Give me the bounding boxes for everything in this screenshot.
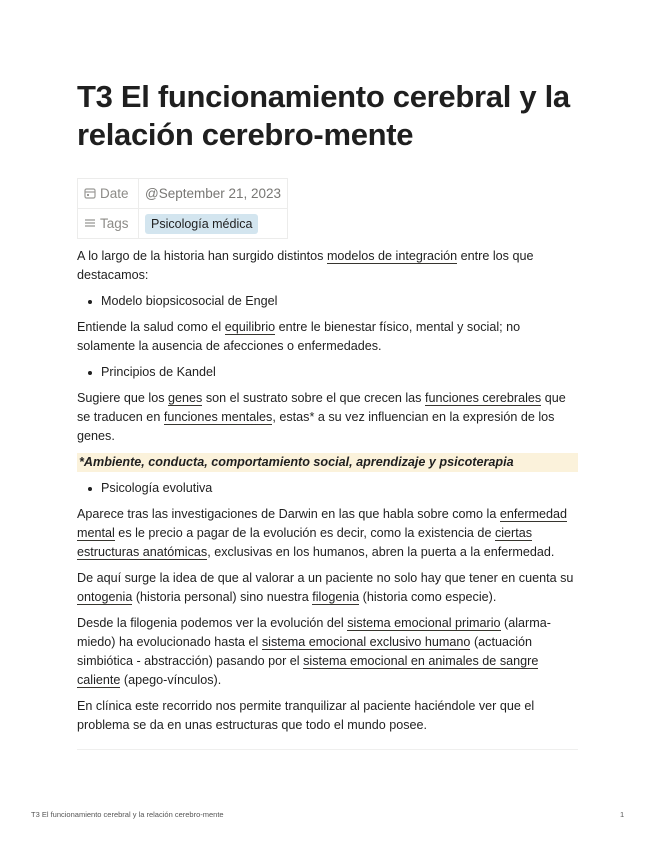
text: entre le bienestar físico, mental y social; no solamente la ausencia de afecciones o enfermedades. xyxy=(77,320,521,353)
page-body xyxy=(77,247,578,742)
underlined-text: equilibrio xyxy=(224,320,276,334)
paragraph-filogenia xyxy=(77,614,578,690)
paragraph-kandel xyxy=(77,389,578,446)
underlined-text: ciertas estructuras anatómicas xyxy=(77,526,533,559)
text: A lo largo de la historia han surgido distintos xyxy=(77,249,327,263)
list-icon xyxy=(84,217,96,229)
bullet-list xyxy=(77,292,578,311)
properties-table xyxy=(77,178,288,239)
text: son el sustrato sobre el que crecen las xyxy=(202,391,425,405)
text: entre los que destacamos: xyxy=(77,249,534,282)
paragraph-engel xyxy=(77,318,578,356)
underlined-text: enfermedad mental xyxy=(77,507,568,540)
text: que se traducen en xyxy=(77,391,566,424)
text: (alarma-miedo) ha evolucionado hasta el xyxy=(77,616,551,649)
text: Sugiere que los xyxy=(77,391,169,405)
text: , exclusivas en los humanos, abren la puerta a la enfermedad. xyxy=(207,545,555,559)
property-key-tags xyxy=(78,209,139,239)
text: (historia personal) sino nuestra xyxy=(132,590,313,604)
page-title: T3 El funcionamiento cerebral y la relación cerebro-mente xyxy=(77,79,570,152)
text: De aquí surge la idea de que al valorar a un paciente no solo hay que tener en cuenta su xyxy=(77,571,574,585)
list-item: Modelo biopsicosocial de Engel xyxy=(77,292,578,311)
divider xyxy=(77,749,578,750)
property-key-date-label: Date xyxy=(100,186,129,201)
date-value[interactable]: @September 21, 2023 xyxy=(139,179,288,209)
property-row-date xyxy=(78,179,288,209)
property-row-tags xyxy=(78,209,288,239)
underlined-text: funciones cerebrales xyxy=(424,391,542,405)
paragraph-ontogenia xyxy=(77,569,578,607)
calendar-icon xyxy=(84,187,96,199)
text: Entiende la salud como el xyxy=(77,320,225,334)
underlined-text: genes xyxy=(168,391,203,405)
paragraph-intro xyxy=(77,247,578,285)
property-key-tags-label: Tags xyxy=(100,216,129,231)
footer-title: T3 El funcionamiento cerebral y la relación cerebro-mente xyxy=(31,810,224,819)
underlined-text: ontogenia xyxy=(77,590,133,604)
text: , estas* a su vez influencian en la expresión de los genes. xyxy=(77,410,555,443)
text: (apego-vínculos). xyxy=(120,673,222,687)
underlined-text: sistema emocional primario xyxy=(347,616,501,630)
text: Desde la filogenia podemos ver la evolución del xyxy=(77,616,348,630)
bullet-list xyxy=(77,363,578,382)
underlined-text: modelos de integración xyxy=(326,249,458,263)
underlined-text: sistema emocional exclusivo humano xyxy=(261,635,471,649)
list-item: Psicología evolutiva xyxy=(77,479,578,498)
paragraph-darwin xyxy=(77,505,578,562)
text: (historia como especie). xyxy=(359,590,497,604)
list-item: Principios de Kandel xyxy=(77,363,578,382)
tag-chip[interactable]: Psicología médica xyxy=(145,214,258,234)
text: es le precio a pagar de la evolución es decir, como la existencia de xyxy=(114,526,495,540)
text: (actuación simbiótica - abstracción) pasando por el xyxy=(77,635,533,668)
property-key-date xyxy=(78,179,139,209)
footer-page-number: 1 xyxy=(620,810,625,819)
highlighted-note: *Ambiente, conducta, comportamiento social, aprendizaje y psicoterapia xyxy=(77,453,578,472)
paragraph-clinica: En clínica este recorrido nos permite tranquilizar al paciente haciéndole ver que el problema se da en unas estructuras que todo el mundo posee. xyxy=(77,699,535,732)
underlined-text: funciones mentales xyxy=(163,410,273,424)
tags-value xyxy=(139,209,288,239)
text: Aparece tras las investigaciones de Darwin en las que habla sobre como la xyxy=(77,507,500,521)
underlined-text: sistema emocional en animales de sangre caliente xyxy=(77,654,539,687)
bullet-list xyxy=(77,479,578,498)
underlined-text: filogenia xyxy=(312,590,360,604)
